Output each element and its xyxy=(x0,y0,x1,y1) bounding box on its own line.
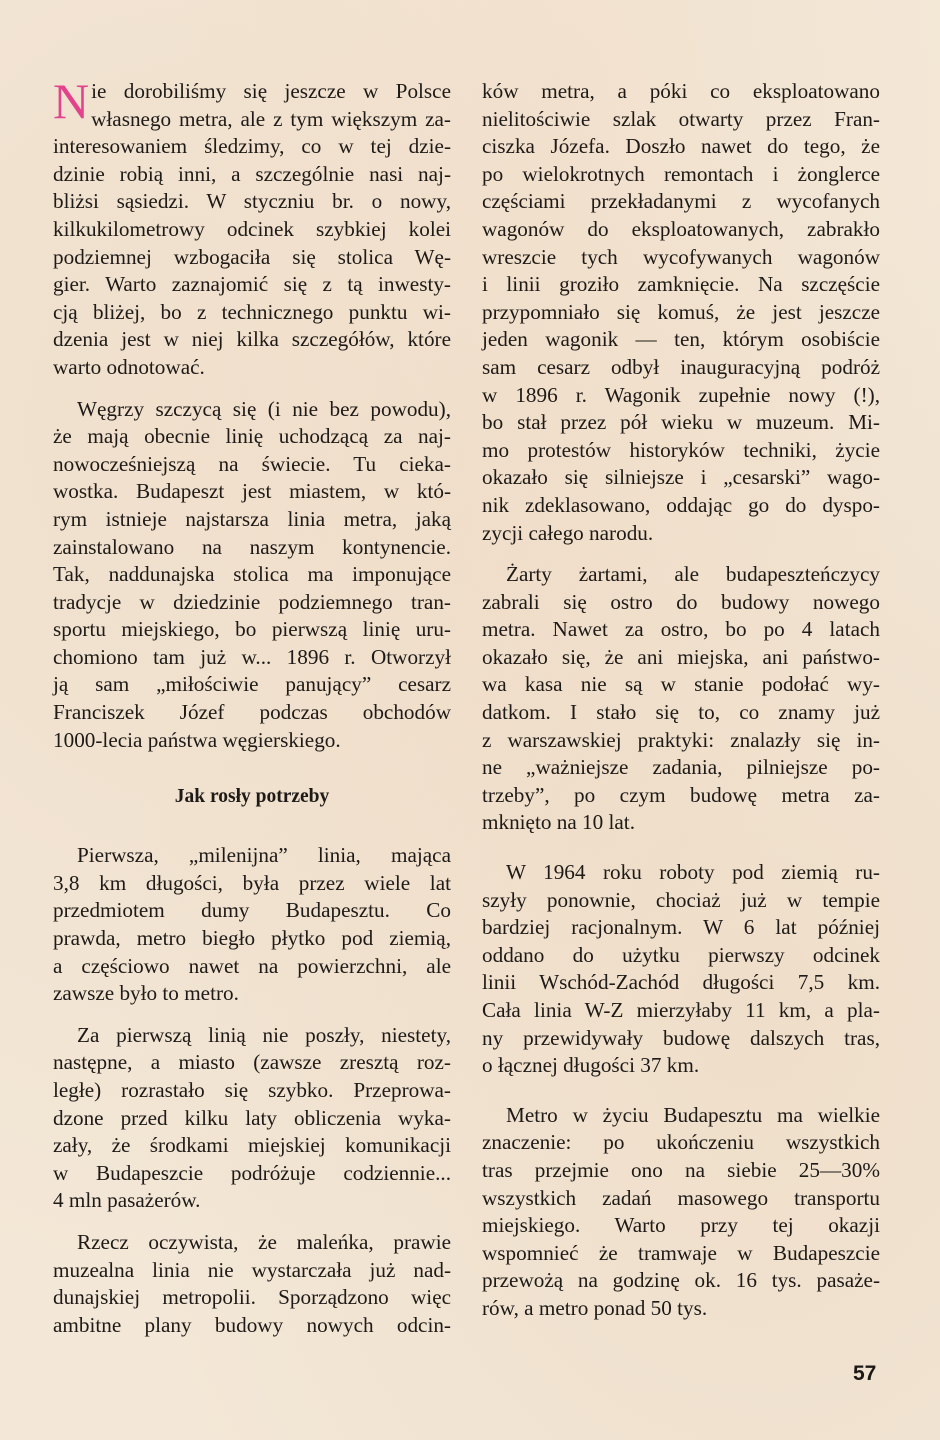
text-line: jeden wagonik — ten, którym osobiście xyxy=(482,327,880,352)
text-line: mknięto na 10 lat. xyxy=(482,810,635,835)
text-line: następne, a miasto (zawsze zresztą roz- xyxy=(53,1050,451,1075)
paragraph xyxy=(482,561,880,837)
text-line: ją sam „miłościwie panujący” cesarz xyxy=(53,672,451,697)
paragraph xyxy=(53,396,451,755)
text-line: ie dorobiliśmy się jeszcze w Polsce xyxy=(91,79,451,103)
text-line: wreszcie tych wycofywanych wagonów xyxy=(482,244,880,269)
text-line: chomiono tam już w... 1896 r. Otworzył xyxy=(53,644,451,669)
text-line: Żarty żartami, ale budapeszteńczycy xyxy=(506,562,880,587)
text-line: W 1964 roku roboty pod ziemią ru- xyxy=(506,860,880,885)
paragraph xyxy=(53,1022,451,1215)
text-line: rym istnieje najstarsza linia metra, jaką xyxy=(53,506,451,531)
text-line: że mają obecnie linię uchodzącą za naj- xyxy=(53,424,451,449)
text-line: podziemnej wzbogaciła się stolica Wę- xyxy=(53,244,451,269)
text-line: i linii groziło zamknięcie. Na szczęście xyxy=(482,272,880,297)
text-line: sportu miejskiego, bo pierwszą linię uru- xyxy=(53,617,451,642)
text-line: datkom. I stało się to, co znamy już xyxy=(482,700,880,725)
text-line: mo protestów historyków techniki, życie xyxy=(482,437,880,462)
paragraph xyxy=(53,842,451,1008)
right-column xyxy=(482,78,880,1337)
text-line: nowocześniejszą na świecie. Tu cieka- xyxy=(53,451,451,476)
text-line: po wielokrotnych remontach i żonglerce xyxy=(482,161,880,186)
text-line: wszystkich zadań masowego transportu xyxy=(482,1185,880,1210)
text-line: prawda, metro biegło płytko pod ziemią, xyxy=(53,926,451,951)
text-line: wagonów do eksploatowanych, zabrakło xyxy=(482,216,880,241)
text-line: dzenia jest w niej kilka szczegółów, które xyxy=(53,327,451,352)
text-line: bo stał przez pół wieku w muzeum. Mi- xyxy=(482,410,880,435)
text-line: wostka. Budapeszt jest miastem, w któ- xyxy=(53,479,451,504)
text-line: okazało się silniejsze i „cesarski” wago- xyxy=(482,465,880,490)
text-line: ciszka Józefa. Doszło nawet do tego, że xyxy=(482,134,880,159)
text-line: ków metra, a póki co eksploatowano xyxy=(482,79,880,103)
text-line: metra. Nawet za ostro, bo po 4 latach xyxy=(482,617,880,642)
text-line: nik zdeklasowano, oddając go do dyspo- xyxy=(482,492,880,517)
text-line: muzealna linia nie wystarczała już nad- xyxy=(53,1257,451,1282)
text-line: zabrali się ostro do budowy nowego xyxy=(482,589,880,614)
text-line: ległe) rozrastało się szybko. Przeprowa- xyxy=(53,1078,451,1102)
text-line: dzinie robią inni, a szczególnie nasi naj- xyxy=(53,161,451,186)
text-line: tradycje w dziedzinie podziemnego tran- xyxy=(53,589,451,614)
paragraph xyxy=(482,1102,880,1323)
text-line: dzone przed kilku laty obliczenia wyka- xyxy=(53,1105,451,1130)
text-line: ambitne plany budowy nowych odcin- xyxy=(53,1312,451,1337)
text-line: okazało się, że ani miejska, ani państwo- xyxy=(482,644,880,669)
text-line: rów, a metro ponad 50 tys. xyxy=(482,1295,708,1320)
text-line: a częściowo nawet na powierzchni, ale xyxy=(53,953,451,978)
text-line: z warszawskiej praktyki: znalazły się in- xyxy=(482,727,880,752)
text-line: w Budapeszcie podróżuje codziennie... xyxy=(53,1160,451,1185)
text-line: oddano do użytku pierwszy odcinek xyxy=(482,942,880,967)
text-line: trzeby”, po czym budowę metra za- xyxy=(482,782,880,807)
text-line: własnego metra, ale z tym większym za- xyxy=(91,106,451,131)
text-line: wa kasa nie są w stanie podołać wy- xyxy=(482,672,880,697)
text-line: interesowaniem śledzimy, co w tej dzie- xyxy=(53,134,451,159)
text-line: ne „ważniejsze zadania, pilniejsze po- xyxy=(482,755,880,780)
left-column xyxy=(53,73,451,1353)
text-line: zały, że środkami miejskiej komunikacji xyxy=(53,1133,451,1158)
paragraph-intro xyxy=(53,73,451,382)
text-line: warto odnotować. xyxy=(53,354,205,379)
text-line: nielitościwie szlak otwarty przez Fran- xyxy=(482,106,880,131)
text-line: kilkukilometrowy odcinek szybkiej kolei xyxy=(53,216,451,241)
text-line: bardziej racjonalnym. W 6 lat później xyxy=(482,915,880,940)
text-line: gier. Warto zaznajomić się z tą inwesty- xyxy=(53,272,451,297)
text-line: o łącznej długości 37 km. xyxy=(482,1053,700,1078)
text-line: wspomnieć że tramwaje w Budapeszcie xyxy=(482,1240,880,1265)
text-line: zycji całego narodu. xyxy=(482,520,654,545)
text-line: szyły ponownie, chociaż już w tempie xyxy=(482,887,880,912)
text-line: Metro w życiu Budapesztu ma wielkie xyxy=(506,1102,880,1127)
text-line: przypomniało się komuś, że jest jeszcze xyxy=(482,299,880,324)
text-line: sam cesarz odbył inauguracyjną podróż xyxy=(482,354,880,379)
text-line: 3,8 km długości, była przez wiele lat xyxy=(53,870,451,895)
section-heading: Jak rosły potrzeby xyxy=(174,786,330,808)
text-line: cją bliżej, bo z technicznego punktu wi- xyxy=(53,299,451,324)
text-line: częściami przekładanymi z wycofanych xyxy=(482,189,880,214)
text-line: przewożą na godzinę ok. 16 tys. pasaże- xyxy=(482,1268,880,1293)
text-line: Tak, naddunajska stolica ma imponujące xyxy=(53,562,451,587)
text-line: 1000-lecia państwa węgierskiego. xyxy=(53,727,341,752)
paragraph xyxy=(482,859,880,1080)
page-number: 57 xyxy=(853,1362,877,1385)
text-line: Rzecz oczywista, że maleńka, prawie xyxy=(77,1229,451,1254)
text-line: przedmiotem dumy Budapesztu. Co xyxy=(53,898,451,923)
text-line: bliżsi sąsiedzi. W styczniu br. o nowy, xyxy=(53,189,451,214)
dropcap: N xyxy=(53,73,90,129)
text-line: zainstalowano na naszym kontynencie. xyxy=(53,534,451,559)
text-line: ny przewidywały budowę dalszych tras, xyxy=(482,1025,880,1050)
text-line: dunajskiej metropolii. Sporządzono więc xyxy=(53,1285,451,1310)
text-line: tras przejmie ono na siebie 25—30% xyxy=(482,1157,880,1182)
text-line: Pierwsza, „milenijna” linia, mająca xyxy=(77,843,451,868)
text-line: miejskiego. Warto przy tej okazji xyxy=(482,1213,880,1238)
text-line: Franciszek Józef podczas obchodów xyxy=(53,700,451,725)
text-line: znaczenie: po ukończeniu wszystkich xyxy=(482,1130,880,1155)
paragraph xyxy=(53,1229,451,1339)
text-line: linii Wschód-Zachód długości 7,5 km. xyxy=(482,970,880,995)
text-line: zawsze było to metro. xyxy=(53,981,239,1006)
text-line: Za pierwszą linią nie poszły, niestety, xyxy=(77,1022,451,1047)
text-line: Cała linia W-Z mierzyłaby 11 km, a pla- xyxy=(482,998,880,1022)
paragraph-continued xyxy=(482,78,880,547)
text-line: w 1896 r. Wagonik zupełnie nowy (!), xyxy=(482,382,880,407)
text-line: Węgrzy szczycą się (i nie bez powodu), xyxy=(77,396,451,421)
text-line: 4 mln pasażerów. xyxy=(53,1188,201,1213)
